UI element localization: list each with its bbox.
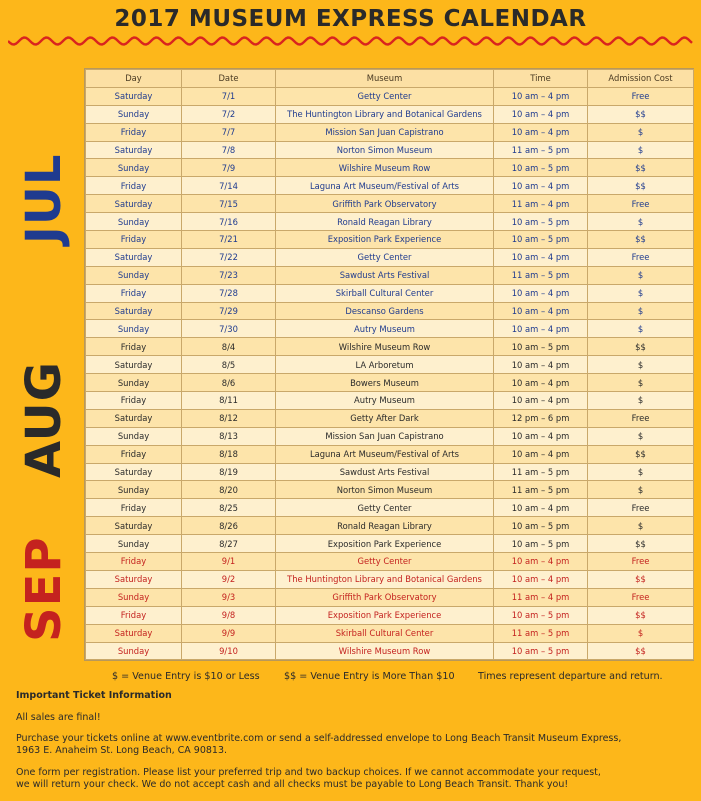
cell-cost: $$ [588,535,694,553]
cell-time: 10 am – 5 pm [494,231,588,249]
cell-time: 10 am – 4 pm [494,570,588,588]
cell-museum: Sawdust Arts Festival [276,463,494,481]
cell-time: 10 am – 4 pm [494,248,588,266]
month-label-jul: JUL [16,153,72,244]
table-row [86,195,694,213]
column-header-date: Date [182,70,276,88]
cell-museum: Descanso Gardens [276,302,494,320]
table-row [86,338,694,356]
cell-time: 10 am – 5 pm [494,159,588,177]
cell-cost: $$ [588,338,694,356]
cell-museum: Mission San Juan Capistrano [276,427,494,445]
table-row [86,302,694,320]
cell-date: 8/6 [182,374,276,392]
cell-museum: The Huntington Library and Botanical Gardens [276,570,494,588]
cell-museum: Sawdust Arts Festival [276,266,494,284]
cell-day: Saturday [86,517,182,535]
table-row [86,517,694,535]
cell-time: 10 am – 4 pm [494,553,588,571]
cell-time: 10 am – 4 pm [494,499,588,517]
cell-date: 7/16 [182,213,276,231]
table-row [86,87,694,105]
cell-day: Friday [86,338,182,356]
cell-museum: Skirball Cultural Center [276,284,494,302]
cell-cost: $ [588,624,694,642]
cell-cost: $$ [588,177,694,195]
cell-museum: Exposition Park Experience [276,231,494,249]
page-title: 2017 MUSEUM EXPRESS CALENDAR [114,6,587,32]
cell-cost: $ [588,374,694,392]
info-purchase-line-2: 1963 E. Anaheim St. Long Beach, CA 90813. [16,745,228,756]
info-sales-final: All sales are final! [16,712,101,723]
cell-museum: Getty Center [276,87,494,105]
cell-date: 8/20 [182,481,276,499]
cell-time: 10 am – 4 pm [494,177,588,195]
table-header-row [86,70,694,88]
cell-date: 7/2 [182,105,276,123]
cell-cost: $ [588,481,694,499]
column-header-admission-cost: Admission Cost [588,70,694,88]
cell-museum: Exposition Park Experience [276,535,494,553]
cell-cost: $$ [588,606,694,624]
column-header-museum: Museum [276,70,494,88]
cell-cost: $$ [588,231,694,249]
cell-time: 10 am – 5 pm [494,535,588,553]
cell-museum: Getty Center [276,499,494,517]
cell-museum: Skirball Cultural Center [276,624,494,642]
cell-day: Friday [86,392,182,410]
cell-museum: Ronald Reagan Library [276,517,494,535]
cell-day: Sunday [86,105,182,123]
cell-time: 11 am – 5 pm [494,266,588,284]
cell-date: 7/9 [182,159,276,177]
table-row [86,463,694,481]
info-form-line-1: One form per registration. Please list your preferred trip and two backup choices. If we cannot accommodate your request, [16,767,601,778]
cell-date: 7/7 [182,123,276,141]
cell-date: 8/5 [182,356,276,374]
cell-time: 10 am – 4 pm [494,123,588,141]
info-form-line-2: we will return your check. We do not accept cash and all checks must be payable to Long Beach Transit. Thank you! [16,779,569,790]
cell-museum: Wilshire Museum Row [276,642,494,660]
cell-date: 8/18 [182,445,276,463]
info-purchase-line-1: Purchase your tickets online at www.eventbrite.com or send a self-addressed envelope to Long Beach Transit Museum Express, [16,733,622,744]
cell-day: Friday [86,499,182,517]
cell-day: Friday [86,177,182,195]
cell-date: 7/14 [182,177,276,195]
cell-cost: $ [588,356,694,374]
cell-time: 10 am – 5 pm [494,213,588,231]
cell-day: Sunday [86,588,182,606]
cell-cost: $ [588,392,694,410]
cell-cost: Free [588,248,694,266]
cell-museum: Autry Museum [276,320,494,338]
cell-date: 7/15 [182,195,276,213]
cell-day: Sunday [86,320,182,338]
table-row [86,499,694,517]
cell-time: 10 am – 5 pm [494,642,588,660]
cell-cost: $ [588,427,694,445]
cell-cost: $$ [588,642,694,660]
cell-day: Saturday [86,356,182,374]
cell-museum: LA Arboretum [276,356,494,374]
info-heading: Important Ticket Information [16,690,172,701]
cell-day: Sunday [86,481,182,499]
cell-date: 7/30 [182,320,276,338]
cell-cost: $ [588,463,694,481]
table-row [86,284,694,302]
cell-day: Sunday [86,374,182,392]
table-row [86,392,694,410]
cell-day: Sunday [86,535,182,553]
cell-time: 10 am – 4 pm [494,105,588,123]
cell-time: 10 am – 4 pm [494,445,588,463]
table-row [86,213,694,231]
cell-date: 9/10 [182,642,276,660]
cell-time: 11 am – 5 pm [494,624,588,642]
cell-time: 11 am – 4 pm [494,588,588,606]
cell-date: 7/23 [182,266,276,284]
cell-museum: Ronald Reagan Library [276,213,494,231]
cell-date: 8/26 [182,517,276,535]
cell-cost: Free [588,87,694,105]
legend-times-note: Times represent departure and return. [478,671,663,682]
cell-day: Saturday [86,570,182,588]
cell-date: 7/1 [182,87,276,105]
cell-date: 8/12 [182,409,276,427]
column-header-day: Day [86,70,182,88]
cell-time: 11 am – 5 pm [494,463,588,481]
table-row [86,141,694,159]
cell-cost: $ [588,302,694,320]
table-row [86,374,694,392]
cell-time: 10 am – 4 pm [494,284,588,302]
calendar-table [85,69,694,660]
table-row [86,606,694,624]
cell-date: 7/22 [182,248,276,266]
cell-time: 10 am – 4 pm [494,374,588,392]
cell-museum: Griffith Park Observatory [276,195,494,213]
cell-date: 8/13 [182,427,276,445]
table-row [86,409,694,427]
cell-museum: Autry Museum [276,392,494,410]
cell-museum: Mission San Juan Capistrano [276,123,494,141]
table-row [86,588,694,606]
cell-museum: Getty Center [276,553,494,571]
cell-time: 10 am – 5 pm [494,338,588,356]
cell-day: Saturday [86,302,182,320]
cell-day: Friday [86,445,182,463]
table-row [86,535,694,553]
cell-date: 7/8 [182,141,276,159]
cell-day: Saturday [86,195,182,213]
table-row [86,266,694,284]
cell-day: Sunday [86,642,182,660]
cell-day: Friday [86,553,182,571]
cell-date: 8/4 [182,338,276,356]
cell-museum: Bowers Museum [276,374,494,392]
table-row [86,624,694,642]
cell-day: Friday [86,123,182,141]
cell-museum: Laguna Art Museum/Festival of Arts [276,177,494,195]
table-row [86,642,694,660]
cell-day: Saturday [86,409,182,427]
cell-cost: $ [588,284,694,302]
table-row [86,177,694,195]
cell-day: Sunday [86,427,182,445]
cell-museum: Wilshire Museum Row [276,338,494,356]
cell-day: Sunday [86,213,182,231]
cell-time: 10 am – 4 pm [494,87,588,105]
cell-museum: Griffith Park Observatory [276,588,494,606]
table-row [86,248,694,266]
wavy-divider [8,34,693,48]
cell-day: Friday [86,284,182,302]
cell-day: Saturday [86,248,182,266]
cell-time: 10 am – 4 pm [494,427,588,445]
column-header-time: Time [494,70,588,88]
cell-date: 8/11 [182,392,276,410]
cell-date: 7/21 [182,231,276,249]
cell-cost: $$ [588,105,694,123]
cell-museum: The Huntington Library and Botanical Gardens [276,105,494,123]
cell-museum: Wilshire Museum Row [276,159,494,177]
cell-cost: $ [588,123,694,141]
cell-cost: Free [588,588,694,606]
cell-day: Saturday [86,463,182,481]
table-row [86,105,694,123]
cell-time: 12 pm – 6 pm [494,409,588,427]
cell-museum: Getty Center [276,248,494,266]
cell-date: 7/28 [182,284,276,302]
table-row [86,553,694,571]
cell-day: Friday [86,606,182,624]
cell-cost: Free [588,195,694,213]
table-row [86,231,694,249]
table-row [86,320,694,338]
cell-time: 10 am – 5 pm [494,517,588,535]
calendar-table-wrapper [84,68,694,661]
legend-double-dollar: $$ = Venue Entry is More Than $10 [284,671,455,682]
cell-cost: $ [588,213,694,231]
cell-day: Sunday [86,159,182,177]
cell-cost: $$ [588,445,694,463]
cell-day: Sunday [86,266,182,284]
cell-cost: $$ [588,159,694,177]
cell-day: Friday [86,231,182,249]
cell-day: Saturday [86,141,182,159]
table-row [86,445,694,463]
cell-time: 10 am – 5 pm [494,606,588,624]
table-row [86,481,694,499]
cell-date: 8/25 [182,499,276,517]
legend-single-dollar: $ = Venue Entry is $10 or Less [112,671,260,682]
cell-cost: $ [588,320,694,338]
month-label-aug: AUG [16,360,72,478]
cell-date: 9/8 [182,606,276,624]
cell-time: 10 am – 4 pm [494,356,588,374]
cell-cost: $ [588,141,694,159]
table-row [86,570,694,588]
cell-time: 11 am – 4 pm [494,195,588,213]
cell-cost: Free [588,499,694,517]
cell-museum: Norton Simon Museum [276,141,494,159]
cell-date: 7/29 [182,302,276,320]
cell-day: Saturday [86,87,182,105]
cell-cost: Free [588,409,694,427]
cell-museum: Exposition Park Experience [276,606,494,624]
cell-date: 9/1 [182,553,276,571]
cell-museum: Norton Simon Museum [276,481,494,499]
cell-cost: Free [588,553,694,571]
cell-time: 10 am – 4 pm [494,392,588,410]
month-label-sep: SEP [16,536,72,642]
cell-date: 9/3 [182,588,276,606]
cell-time: 10 am – 4 pm [494,302,588,320]
cell-date: 9/9 [182,624,276,642]
cell-museum: Getty After Dark [276,409,494,427]
table-row [86,123,694,141]
table-row [86,159,694,177]
cell-date: 9/2 [182,570,276,588]
table-row [86,356,694,374]
cell-date: 8/27 [182,535,276,553]
cell-time: 11 am – 5 pm [494,481,588,499]
table-row [86,427,694,445]
cell-cost: $$ [588,570,694,588]
cell-day: Saturday [86,624,182,642]
cell-museum: Laguna Art Museum/Festival of Arts [276,445,494,463]
cell-cost: $ [588,266,694,284]
cell-date: 8/19 [182,463,276,481]
cell-time: 10 am – 4 pm [494,320,588,338]
cell-time: 11 am – 5 pm [494,141,588,159]
cell-cost: $ [588,517,694,535]
